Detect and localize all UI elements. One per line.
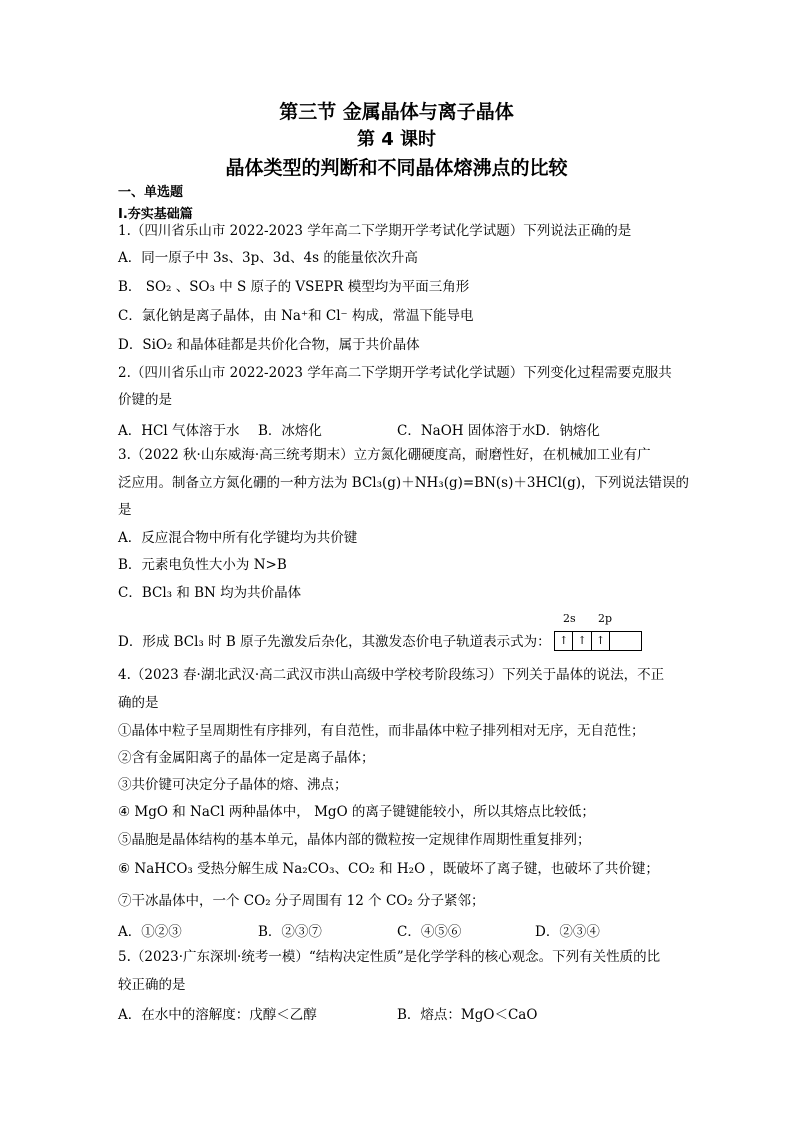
section-basic: Ⅰ.夯实基础篇 <box>118 207 193 222</box>
q4-statement-1: ①晶体中粒子呈周期性有序排列，有自范性，而非晶体中粒子排列相对无序，无自范性； <box>118 723 645 739</box>
q3-option-c: C．BCl₃ 和 BN 均为共价晶体 <box>118 585 302 601</box>
q1-option-d: D．SiO₂ 和晶体硅都是共价化合物，属于共价晶体 <box>118 337 420 353</box>
q2-option-a: A．HCl 气体溶于水 <box>118 423 240 439</box>
section-single-choice: 一、单选题 <box>118 185 184 200</box>
q2-stem-1: 2.（四川省乐山市 2022-2023 学年高二下学期开学考试化学试题）下列变化过程需要克服共 <box>118 365 672 381</box>
orbital-box-2p-3 <box>610 632 641 650</box>
q4-option-c: C．④⑤⑥ <box>397 924 462 940</box>
q5-stem-2: 较正确的是 <box>118 977 186 993</box>
q3-stem-2: 泛应用。制备立方氮化硼的一种方法为 BCl₃(g)＋NH₃(g)=BN(s)＋3HCl(g)，下列说法错误的 <box>118 475 690 491</box>
q1-option-a: A．同一原子中 3s、3p、3d、4s 的能量依次升高 <box>118 250 418 266</box>
q1-stem: 1.（四川省乐山市 2022-2023 学年高二下学期开学考试化学试题）下列说法正确的是 <box>118 223 632 239</box>
q2-option-d: D．钠熔化 <box>535 423 600 439</box>
q1-option-c: C．氯化钠是离子晶体，由 Na⁺和 Cl⁻ 构成，常温下能导电 <box>118 308 474 324</box>
q4-statement-7: ⑦干冰晶体中，一个 CO₂ 分子周围有 12 个 CO₂ 分子紧邻； <box>118 893 485 909</box>
orbital-label-2s: 2s <box>563 612 576 625</box>
orbital-label-2p: 2p <box>598 612 613 625</box>
orbital-box-2s: ↑ <box>555 632 573 650</box>
orbital-box-2p-2: ↑ <box>592 632 610 650</box>
q4-statement-2: ②含有金属阳离子的晶体一定是离子晶体； <box>118 750 375 766</box>
q1-option-b: B． SO₂ 、SO₃ 中 S 原子的 VSEPR 模型均为平面三角形 <box>118 279 470 295</box>
q3-stem-3: 是 <box>118 502 132 518</box>
q5-option-a: A．在水中的溶解度：戊醇＜乙醇 <box>118 1007 317 1023</box>
q4-option-b: B．②③⑦ <box>258 924 322 940</box>
orbital-diagram <box>554 631 642 651</box>
q4-statement-3: ③共价键可决定分子晶体的熔、沸点； <box>118 777 348 793</box>
q2-option-b: B．冰熔化 <box>258 423 322 439</box>
title-main: 第三节 金属晶体与离子晶体 <box>279 101 514 123</box>
q3-option-b: B．元素电负性大小为 N>B <box>118 557 287 573</box>
q5-option-b: B．熔点：MgO＜CaO <box>397 1007 538 1023</box>
title-sub: 晶体类型的判断和不同晶体熔沸点的比较 <box>225 157 568 179</box>
q4-stem-2: 确的是 <box>118 695 159 711</box>
q2-stem-2: 价键的是 <box>118 392 172 408</box>
q5-stem-1: 5.（2023·广东深圳·统考一模）“结构决定性质”是化学学科的核心观念。下列有关性质的比 <box>118 949 661 965</box>
q3-stem-1: 3.（2022 秋·山东威海·高三统考期末）立方氮化硼硬度高，耐磨性好，在机械加工业有广 <box>118 447 651 463</box>
q4-statement-5: ⑤晶胞是晶体结构的基本单元，晶体内部的微粒按一定规律作周期性重复排列； <box>118 832 591 848</box>
q4-stem-1: 4.（2023 春·湖北武汉·高二武汉市洪山高级中学校考阶段练习）下列关于晶体的说法，不正 <box>118 667 665 683</box>
q4-statement-4: ④ MgO 和 NaCl 两种晶体中， MgO 的离子键键能较小，所以其熔点比较低； <box>118 804 595 820</box>
q4-statement-6: ⑥ NaHCO₃ 受热分解生成 Na₂CO₃、CO₂ 和 H₂O ，既破坏了离子键，也破坏了共价键； <box>118 861 659 877</box>
q2-option-c: C．NaOH 固体溶于水 <box>397 423 536 439</box>
title-lesson: 第 4 课时 <box>356 129 437 150</box>
q4-option-d: D．②③④ <box>535 924 600 940</box>
q4-option-a: A．①②③ <box>118 924 182 940</box>
q3-option-a: A．反应混合物中所有化学键均为共价键 <box>118 530 358 546</box>
q3-option-d: D．形成 BCl₃ 时 B 原子先激发后杂化，其激发态价电子轨道表示式为： <box>118 634 551 650</box>
orbital-box-2p-1: ↑ <box>573 632 591 650</box>
